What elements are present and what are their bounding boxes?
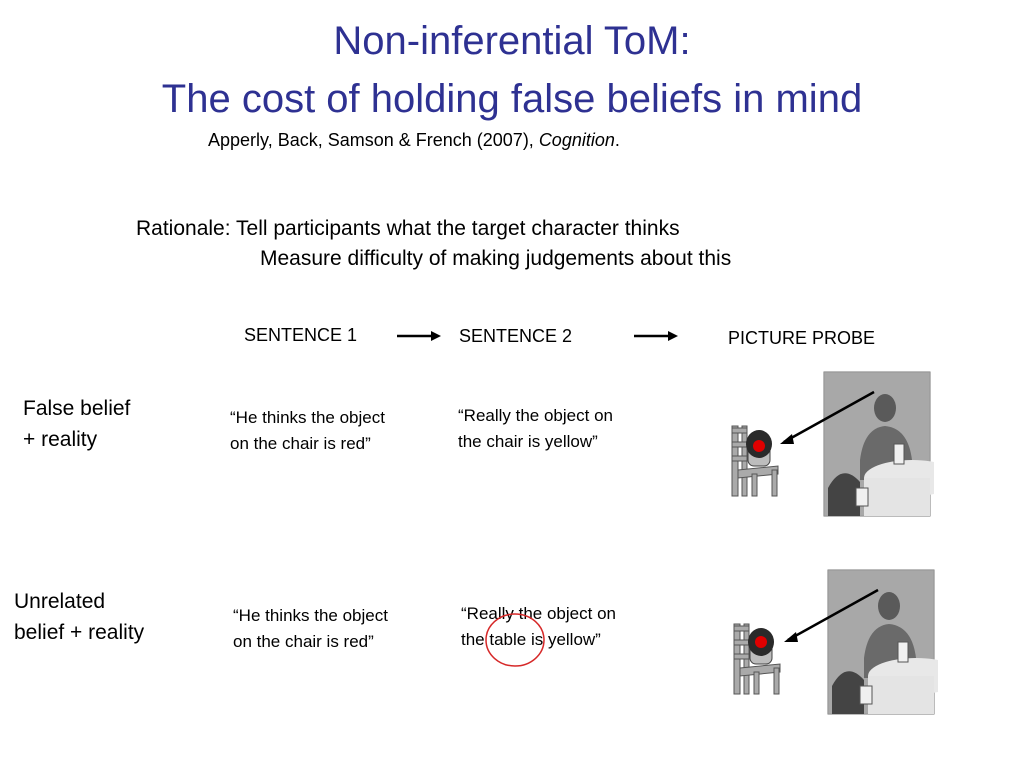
table-silhouette xyxy=(864,460,934,516)
column-sentence-2: SENTENCE 2 xyxy=(459,326,573,346)
table-silhouette xyxy=(868,658,938,714)
slide-title-line2: The cost of holding false beliefs in mind xyxy=(161,77,863,121)
picture-probe-1 xyxy=(724,370,934,520)
probe-dot xyxy=(753,440,765,452)
column-sentence-1: SENTENCE 1 xyxy=(244,325,358,345)
citation-journal: Cognition xyxy=(538,130,615,150)
highlight-circle xyxy=(482,610,548,670)
row1-sentence1-line2: on the chair is red” xyxy=(230,434,371,453)
row2-sentence1-line1: “He thinks the object xyxy=(233,606,388,625)
row2-label-line2: belief + reality xyxy=(14,621,145,644)
slide-title-line1: Non-inferential ToM: xyxy=(333,19,691,63)
picture-probe-2 xyxy=(728,568,938,718)
arrow-right-icon xyxy=(395,328,445,344)
citation-period: . xyxy=(614,130,620,150)
citation-authors: Apperly, Back, Samson & French (2007), xyxy=(208,130,539,150)
row1-label-line2: + reality xyxy=(23,428,98,451)
arrow-right-icon xyxy=(632,328,682,344)
column-picture-probe: PICTURE PROBE xyxy=(728,328,876,348)
rationale-line1: Rationale: Tell participants what the target character thinks xyxy=(136,217,680,240)
row1-sentence1-line1: “He thinks the object xyxy=(230,408,385,427)
row2-sentence2-line1: “Really the object on xyxy=(461,604,616,623)
row1-sentence2-line1: “Really the object on xyxy=(458,406,613,425)
row2-label-line1: Unrelated xyxy=(14,590,106,613)
citation xyxy=(208,130,620,151)
probe-dot xyxy=(755,636,767,648)
row2-sentence1-line2: on the chair is red” xyxy=(233,632,374,651)
row1-label-line1: False belief xyxy=(23,397,131,420)
rationale-line2: Measure difficulty of making judgements about this xyxy=(260,247,732,270)
row2-sentence2-line2: the table is yellow” xyxy=(461,630,601,649)
row1-sentence2-line2: the chair is yellow” xyxy=(458,432,598,451)
